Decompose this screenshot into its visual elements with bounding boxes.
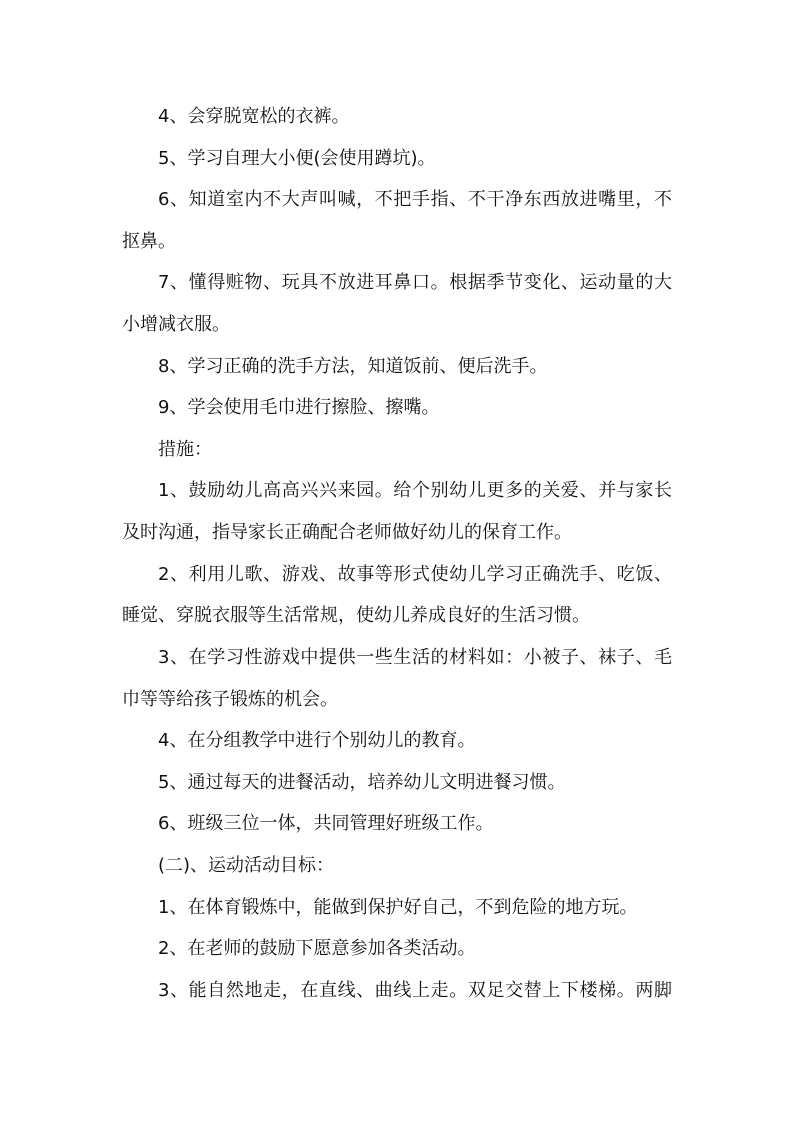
measure-item-6 <box>122 803 672 845</box>
life-goal-item-6 <box>122 179 672 262</box>
life-goal-item-8 <box>122 346 672 388</box>
text-line: 抠鼻。 <box>122 230 176 252</box>
life-goal-item-5 <box>122 138 672 180</box>
text-line: 7、懂得赃物、玩具不放进耳鼻口。根据季节变化、运动量的大 <box>158 272 672 294</box>
text-line: 6、知道室内不大声叫喊，不把手指、不干净东西放进嘴里，不 <box>158 189 672 211</box>
text-line: 巾等等给孩子锻炼的机会。 <box>122 688 338 710</box>
text-line: (二)、运动活动目标： <box>158 854 335 876</box>
measure-item-5 <box>122 762 672 804</box>
text-line: 5、学习自理大小便(会使用蹲坑)。 <box>158 147 436 169</box>
sports-goal-item-3 <box>122 970 672 1012</box>
text-line: 5、通过每天的进餐活动，培养幼儿文明进餐习惯。 <box>158 771 566 793</box>
text-line: 2、在老师的鼓励下愿意参加各类活动。 <box>158 938 476 960</box>
life-goal-item-7 <box>122 262 672 345</box>
measure-item-3 <box>122 637 672 720</box>
text-line: 2、利用儿歌、游戏、故事等形式使幼儿学习正确洗手、吃饭、 <box>158 563 672 585</box>
measures-heading <box>122 429 672 471</box>
text-line: 4、在分组教学中进行个别幼儿的教育。 <box>158 730 476 752</box>
text-line: 6、班级三位一体，共同管理好班级工作。 <box>158 813 494 835</box>
text-line: 3、在学习性游戏中提供一些生活的材料如：小被子、袜子、毛 <box>158 646 672 668</box>
text-line: 8、学习正确的洗手方法，知道饭前、便后洗手。 <box>158 355 548 377</box>
sports-goals-heading <box>122 845 672 887</box>
text-line: 9、学会使用毛巾进行擦脸、擦嘴。 <box>158 397 440 419</box>
text-line: 措施： <box>158 438 212 460</box>
life-goal-item-9 <box>122 387 672 429</box>
text-line: 及时沟通，指导家长正确配合老师做好幼儿的保育工作。 <box>122 522 572 544</box>
text-line: 3、能自然地走，在直线、曲线上走。双足交替上下楼梯。两脚 <box>158 979 672 1001</box>
text-line: 小增减衣服。 <box>122 314 230 336</box>
text-line: 睡觉、穿脱衣服等生活常规，使幼儿养成良好的生活习惯。 <box>122 605 590 627</box>
measure-item-2 <box>122 554 672 637</box>
text-line: 4、会穿脱宽松的衣裤。 <box>158 106 350 127</box>
sports-goal-item-2 <box>122 928 672 970</box>
measure-item-4 <box>122 720 672 762</box>
sports-goal-item-1 <box>122 887 672 929</box>
measure-item-1 <box>122 470 672 553</box>
text-line: 1、在体育锻炼中，能做到保护好自己，不到危险的地方玩。 <box>158 896 638 918</box>
text-line: 1、鼓励幼儿高高兴兴来园。给个别幼儿更多的关爱、并与家长 <box>158 480 672 502</box>
life-goal-item-4 <box>122 96 672 138</box>
body-text <box>122 96 672 1011</box>
